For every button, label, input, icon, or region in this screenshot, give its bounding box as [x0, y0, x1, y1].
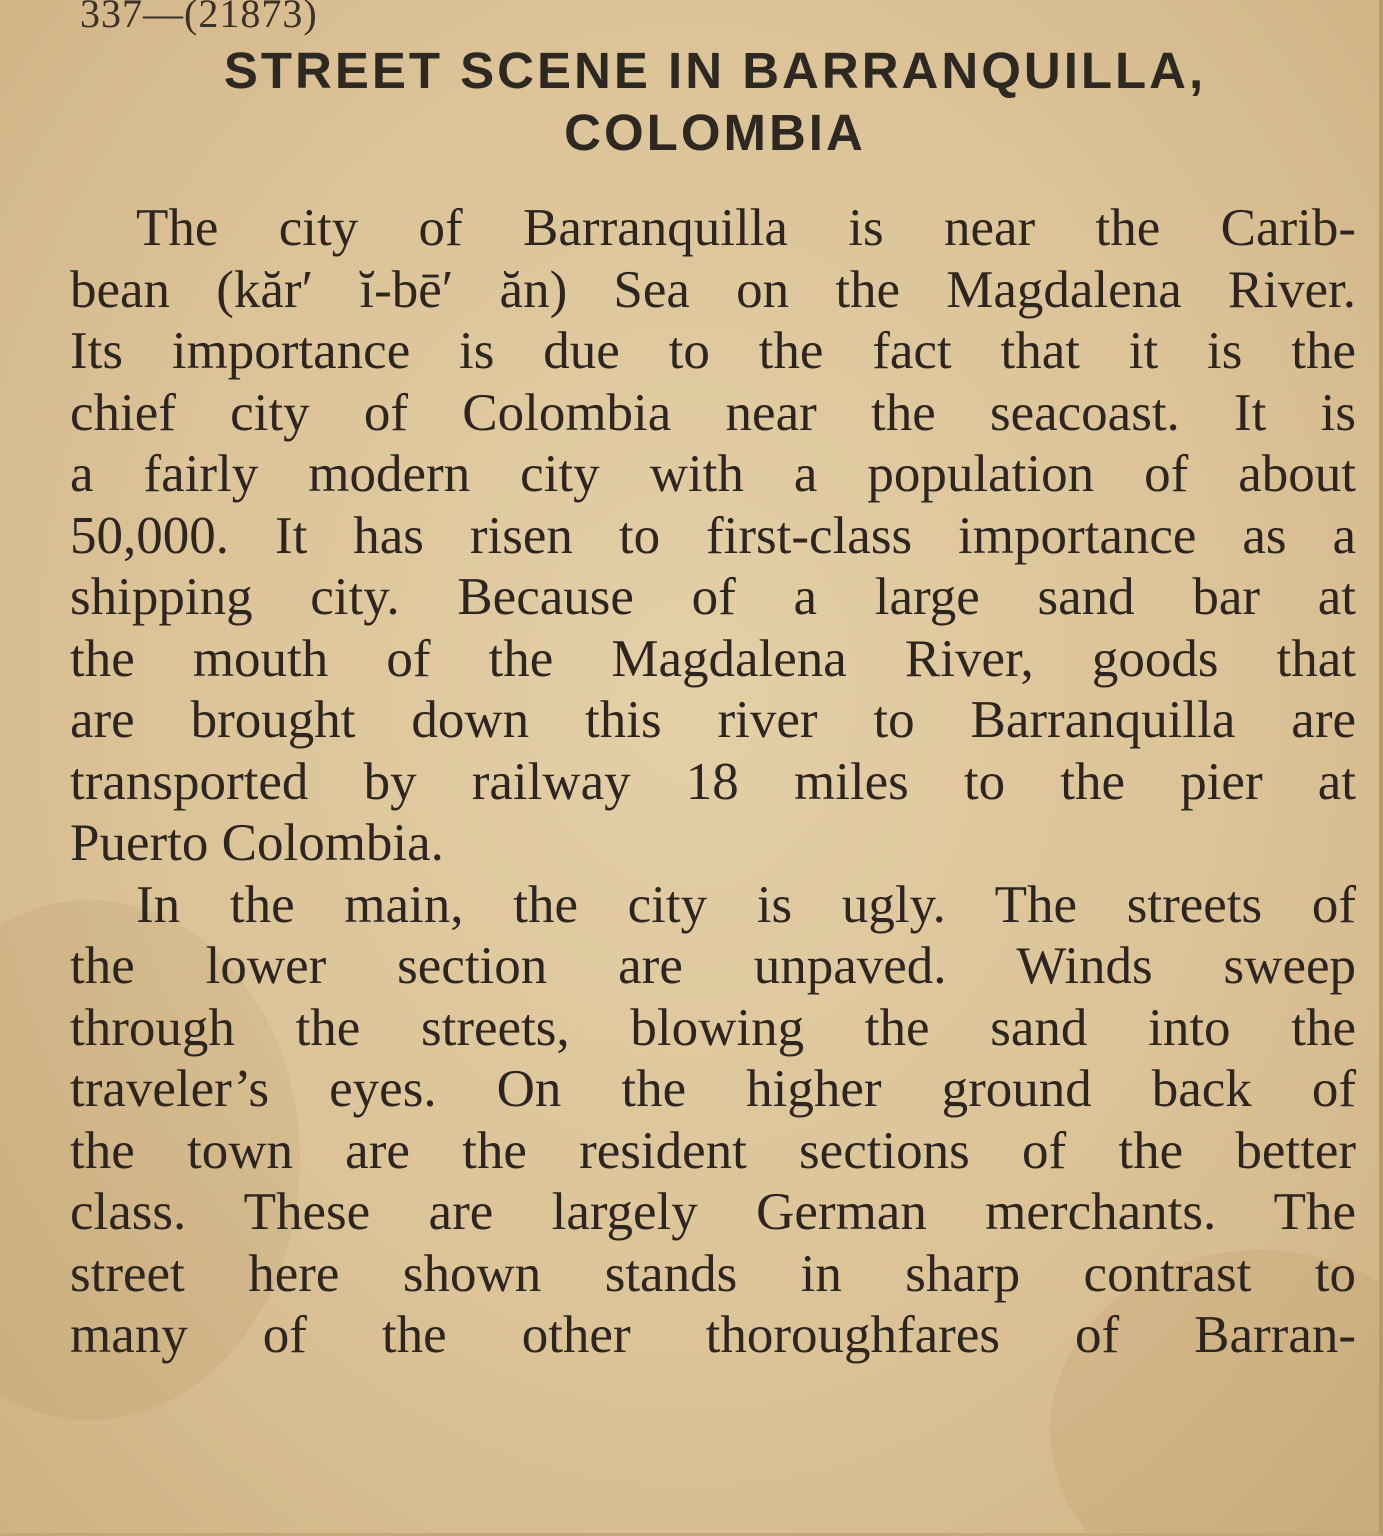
text-line: through the streets, blowing the sand into the	[70, 998, 1356, 1057]
text-line: many of the other thoroughfares of Barran-	[70, 1306, 1356, 1364]
caption-body	[70, 198, 1356, 1367]
paragraph-1	[70, 198, 1356, 875]
text-line: chief city of Colombia near the seacoast. It is	[70, 383, 1356, 442]
text-line: traveler’s eyes. On the higher ground back of	[70, 1060, 1356, 1118]
text-line: transported by railway 18 miles to the pier at	[70, 752, 1356, 811]
text-line: the town are the resident sections of the better	[70, 1121, 1356, 1180]
text-line: a fairly modern city with a population of about	[70, 445, 1356, 503]
text-line: class. These are largely German merchants. The	[70, 1183, 1356, 1241]
text-line: 50,000. It has risen to first-class importance as a	[70, 506, 1356, 565]
title-line-1: STREET SCENE IN BARRANQUILLA,	[223, 42, 1207, 99]
text-line: the lower section are unpaved. Winds sweep	[70, 937, 1356, 995]
card-title	[70, 40, 1360, 164]
text-line: The city of Barranquilla is near the Carib-	[136, 199, 1356, 257]
text-line: shipping city. Because of a large sand bar at	[70, 568, 1356, 626]
title-line-2: COLOMBIA	[564, 104, 866, 161]
text-line: Puerto Colombia.	[70, 814, 444, 872]
text-line: are brought down this river to Barranquilla are	[70, 691, 1356, 749]
catalog-number: 337—(21873)	[80, 0, 318, 36]
text-line: bean (kăr′ ĭ-bē′ ăn) Sea on the Magdalena River.	[70, 260, 1356, 319]
text-line: In the main, the city is ugly. The streets of	[136, 875, 1356, 934]
text-line: Its importance is due to the fact that it is the	[70, 322, 1356, 380]
text-line: street here shown stands in sharp contrast to	[70, 1244, 1356, 1303]
paragraph-2	[70, 875, 1356, 1367]
text-line: the mouth of the Magdalena River, goods that	[70, 629, 1356, 688]
